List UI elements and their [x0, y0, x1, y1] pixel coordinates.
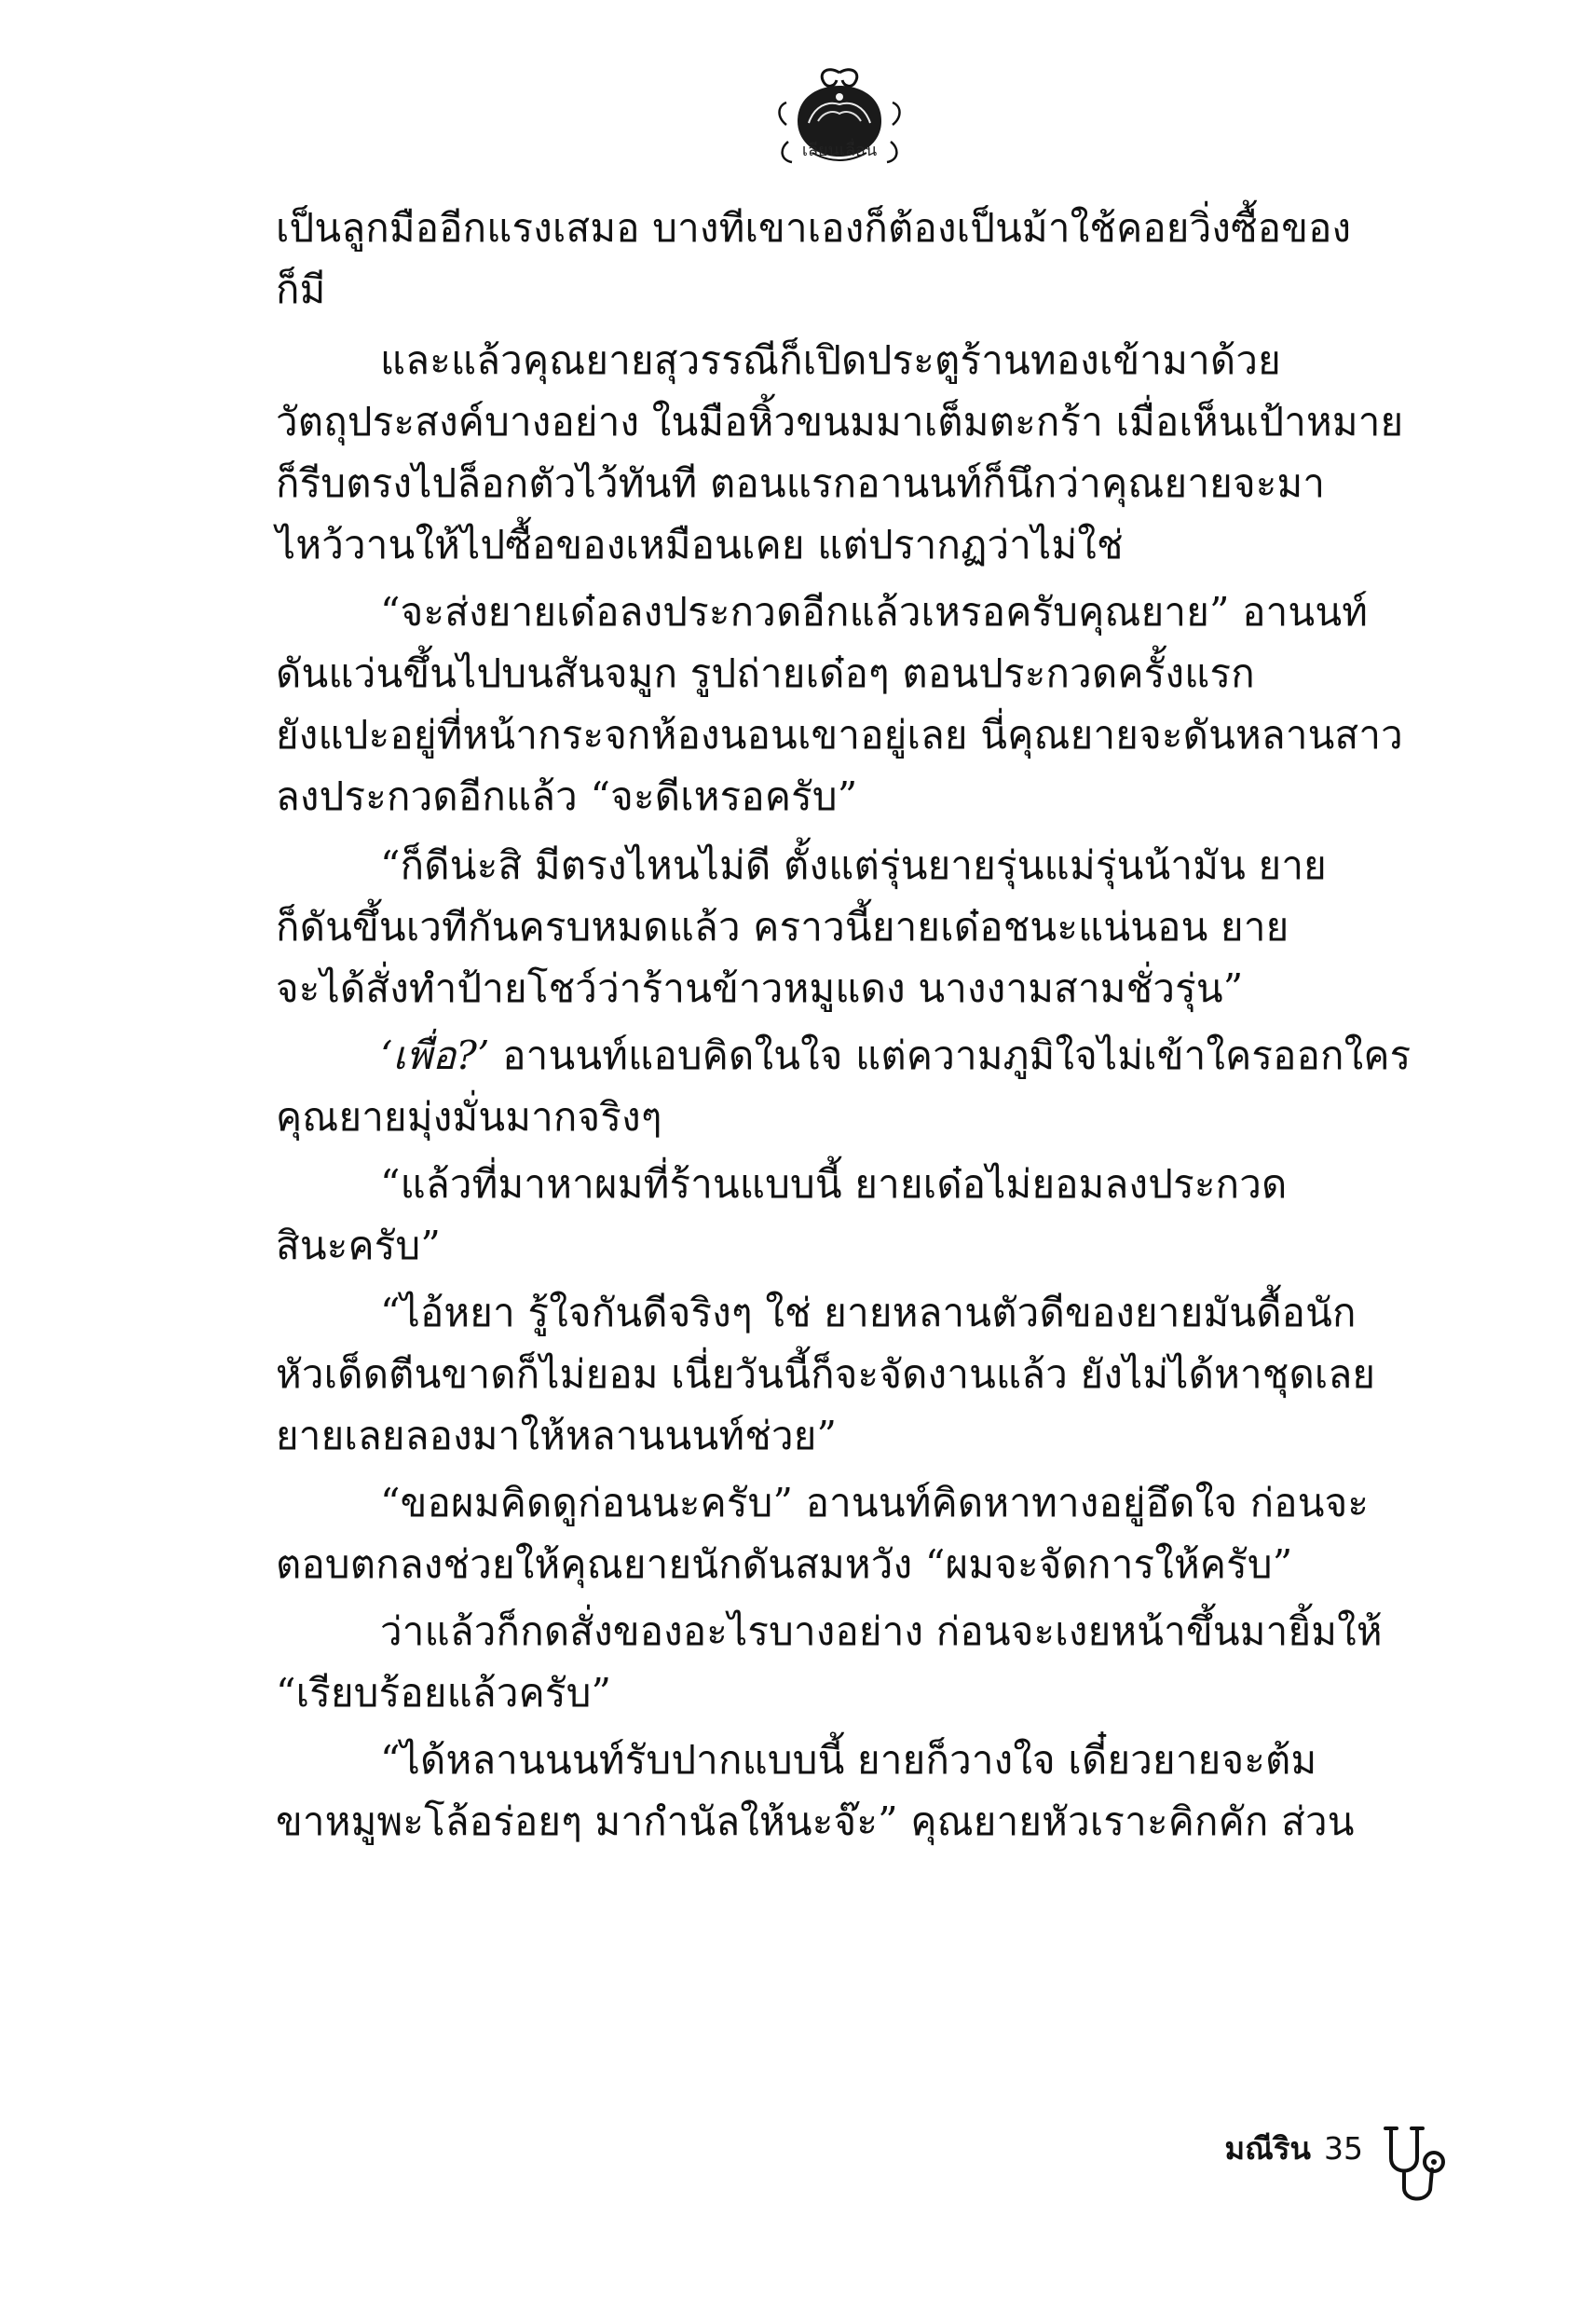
- text-line: ก็รีบตรงไปล็อกตัวไว้ทันที ตอนแรกอานนท์ก็นึกว่าคุณยายจะมา: [276, 460, 1326, 506]
- stethoscope-icon: [1374, 2123, 1451, 2208]
- text-line: วัตถุประสงค์บางอย่าง ในมือหิ้วขนมมาเต็มตะกร้า เมื่อเห็นเป้าหมาย: [276, 399, 1404, 444]
- paragraph-first-line: [380, 1025, 1412, 1087]
- text-line: ขาหมูพะโล้อร่อยๆ มากำนัลให้นะจ๊ะ” คุณยายหัวเราะคิกคัก ส่วน: [276, 1798, 1355, 1844]
- text-line: ก็มี: [276, 267, 326, 312]
- header-logo: [770, 63, 909, 175]
- paragraph-first-line: “ขอผมคิดดูก่อนนะครับ” อานนท์คิดหาทางอยู่อึดใจ ก่อนจะ: [380, 1480, 1370, 1525]
- text-line: คุณยายมุ่งมั่นมากจริงๆ: [276, 1094, 662, 1140]
- text-line: ก็ดันขึ้นเวทีกันครบหมดแล้ว คราวนี้ยายเด๋อชนะแน่นอน ยาย: [276, 904, 1289, 950]
- footer-author: มณีริน: [1224, 2130, 1311, 2167]
- text-line: ดันแว่นขึ้นไปบนสันจมูก รูปถ่ายเด๋อๆ ตอนประกวดครั้งแรก: [276, 650, 1255, 696]
- paragraph-first-line: และแล้วคุณยายสุวรรณีก็เปิดประตูร้านทองเข้ามาด้วย: [380, 337, 1281, 383]
- paragraph-first-line: “ก็ดีน่ะสิ มีตรงไหนไม่ดี ตั้งแต่รุ่นยายรุ่นแม่รุ่นน้ามัน ยาย: [380, 842, 1327, 888]
- text-line: เป็นลูกมืออีกแรงเสมอ บางทีเขาเองก็ต้องเป็นม้าใช้คอยวิ่งซื้อของ: [276, 205, 1352, 251]
- paragraph-first-line: “แล้วที่มาหาผมที่ร้านแบบนี้ ยายเด๋อไม่ยอมลงประกวด: [380, 1161, 1288, 1207]
- text-line: จะได้สั่งทำป้ายโชว์ว่าร้านข้าวหมูแดง นางงามสามชั่วรุ่น”: [276, 965, 1244, 1011]
- logo-lettering: เลียนเลื่อน: [801, 141, 878, 160]
- text-line: ยายเลยลองมาให้หลานนนท์ช่วย”: [276, 1413, 838, 1458]
- paragraph-first-line: “ไอ้หยา รู้ใจกันดีจริงๆ ใช่ ยายหลานตัวดีของยายมันดื้อนัก: [380, 1290, 1357, 1335]
- paragraph-first-line: ว่าแล้วก็กดสั่งของอะไรบางอย่าง ก่อนจะเงยหน้าขึ้นมายิ้มให้: [380, 1608, 1383, 1654]
- page-footer: [1224, 2124, 1363, 2173]
- text-line: ไหว้วานให้ไปซื้อของเหมือนเคย แต่ปรากฏว่าไม่ใช่: [276, 522, 1124, 567]
- paragraph-first-line: “จะส่งยายเด๋อลงประกวดอีกแล้วเหรอครับคุณยาย” อานนท์: [380, 589, 1369, 635]
- text-line: “เรียบร้อยแล้วครับ”: [276, 1670, 612, 1716]
- text-line: ลงประกวดอีกแล้ว “จะดีเหรอครับ”: [276, 773, 858, 819]
- text-line: สินะครับ”: [276, 1223, 442, 1268]
- page-number: 35: [1324, 2130, 1363, 2167]
- text-line: ตอบตกลงช่วยให้คุณยายนักดันสมหวัง “ผมจะจัดการให้ครับ”: [276, 1541, 1293, 1587]
- text-span: อานนท์แอบคิดในใจ แต่ความภูมิใจไม่เข้าใครออกใคร: [489, 1032, 1412, 1078]
- text-line: หัวเด็ดตีนขาดก็ไม่ยอม เนี่ยวันนี้ก็จะจัดงานแล้ว ยังไม่ได้หาชุดเลย: [276, 1351, 1376, 1397]
- text-line: ยังแปะอยู่ที่หน้ากระจกห้องนอนเขาอยู่เลย นี่คุณยายจะดันหลานสาว: [276, 712, 1403, 758]
- paragraph-first-line: “ได้หลานนนท์รับปากแบบนี้ ยายก็วางใจ เดี๋ยวยายจะต้ม: [380, 1737, 1317, 1783]
- italic-thought: ‘เพื่อ?’: [380, 1032, 490, 1078]
